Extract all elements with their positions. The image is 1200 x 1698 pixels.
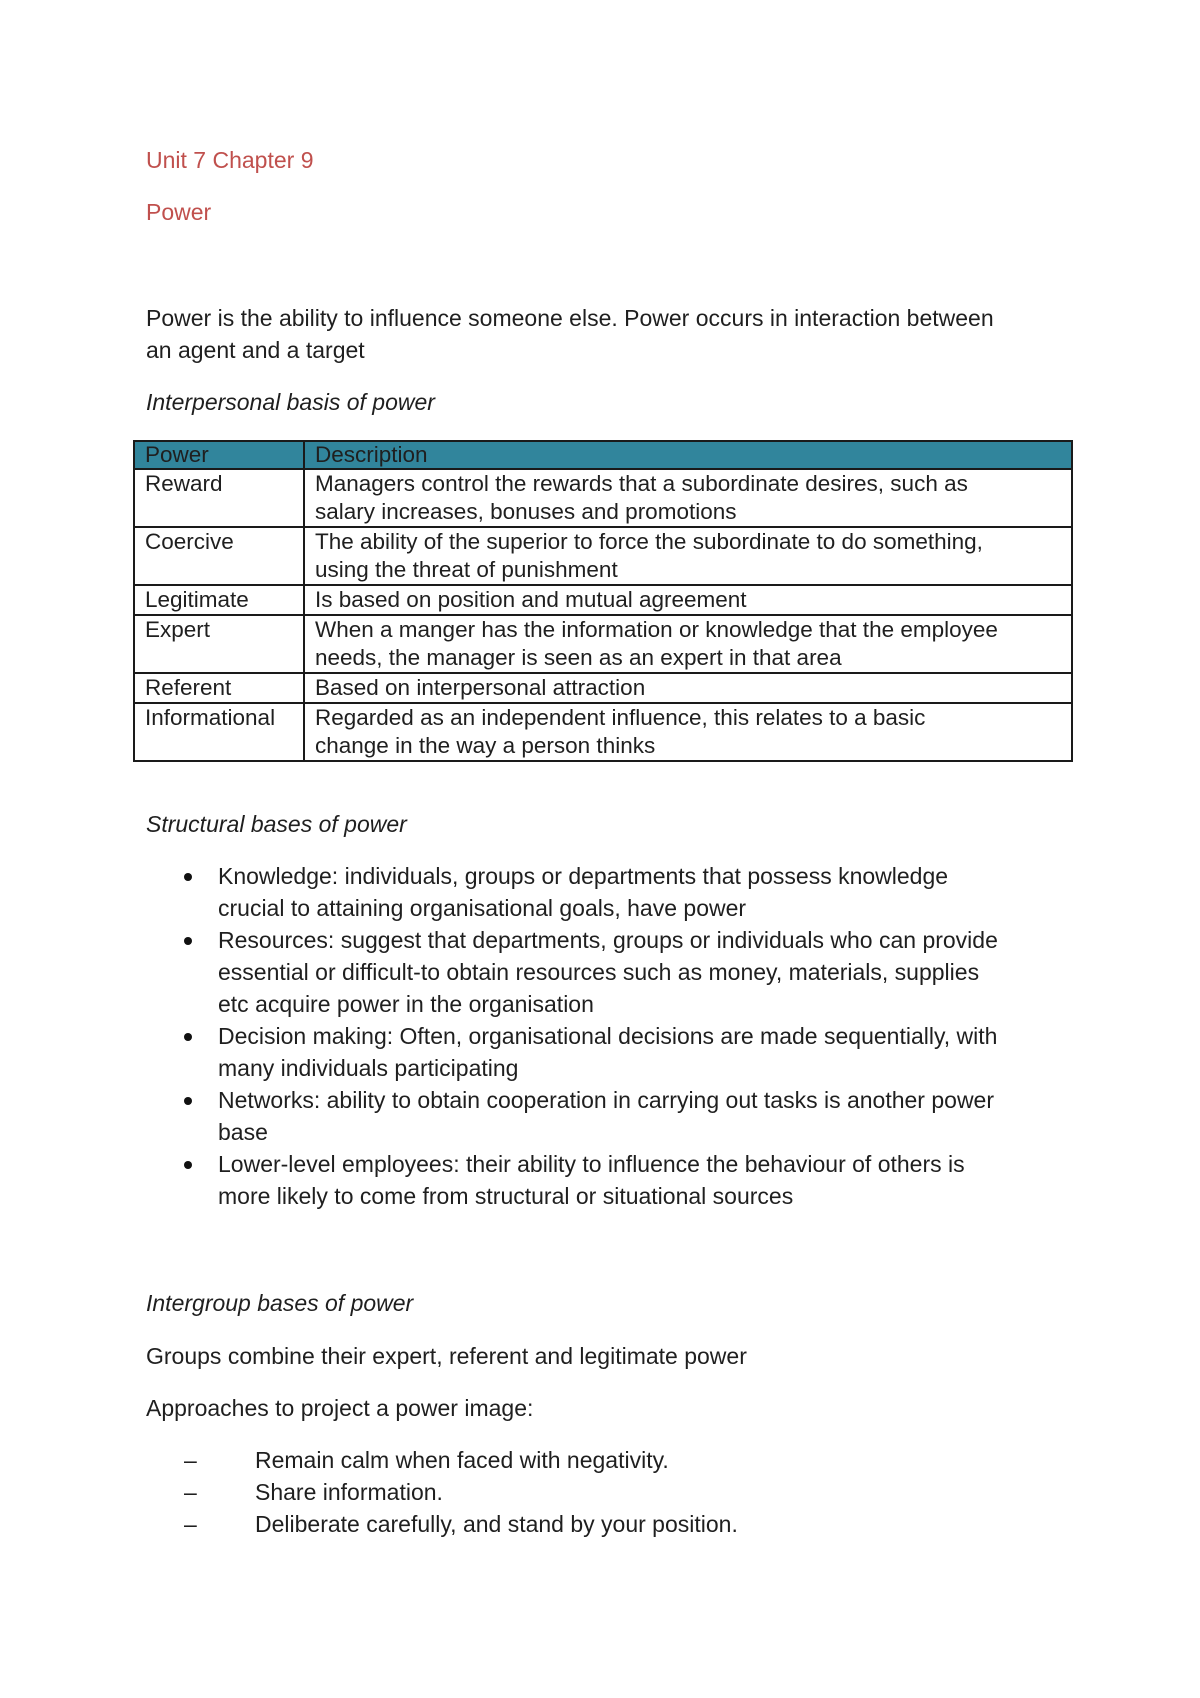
list-item-line: Resources: suggest that departments, groups or individuals who can provide	[218, 927, 998, 953]
power-type-cell: Referent	[134, 673, 304, 703]
table-row	[134, 673, 1072, 703]
list-item-line: base	[218, 1119, 268, 1145]
description-line: Managers control the rewards that a subordinate desires, such as	[315, 471, 968, 496]
table-header-power: Power	[134, 441, 304, 469]
list-item-line: Decision making: Often, organisational decisions are made sequentially, with	[218, 1023, 998, 1049]
intro-line-2: an agent and a target	[146, 337, 365, 363]
description-cell	[304, 673, 1072, 703]
list-item: Share information.	[255, 1479, 443, 1505]
description-cell	[304, 585, 1072, 615]
unit-chapter-heading: Unit 7 Chapter 9	[146, 147, 314, 173]
description-line: using the threat of punishment	[315, 557, 618, 582]
list-item-line: crucial to attaining organisational goals, have power	[218, 895, 747, 921]
list-item: Deliberate carefully, and stand by your position.	[255, 1511, 738, 1537]
table-header-row	[134, 441, 1072, 469]
description-line: Regarded as an independent influence, this relates to a basic	[315, 705, 926, 730]
list-item-line: many individuals participating	[218, 1055, 519, 1081]
interpersonal-title: Interpersonal basis of power	[146, 389, 435, 415]
bullet-dot-icon	[184, 937, 192, 945]
description-line: Based on interpersonal attraction	[315, 675, 646, 700]
topic-heading: Power	[146, 199, 212, 225]
description-cell	[304, 469, 1072, 527]
list-item-line: etc acquire power in the organisation	[218, 991, 594, 1017]
description-line: change in the way a person thinks	[315, 733, 656, 758]
table-row	[134, 469, 1072, 527]
bullet-dot-icon	[184, 1033, 192, 1041]
table-row	[134, 703, 1072, 761]
bullet-dot-icon	[184, 1097, 192, 1105]
power-type-cell: Reward	[134, 469, 304, 527]
bullet-dot-icon	[184, 873, 192, 881]
table-row	[134, 527, 1072, 585]
description-cell	[304, 703, 1072, 761]
list-item-line: Lower-level employees: their ability to influence the behaviour of others is	[218, 1151, 965, 1177]
approaches-label: Approaches to project a power image:	[146, 1395, 534, 1421]
dash-marker: –	[184, 1479, 197, 1505]
table-row	[134, 585, 1072, 615]
power-type-cell: Coercive	[134, 527, 304, 585]
list-item: Remain calm when faced with negativity.	[255, 1447, 669, 1473]
interpersonal-power-table	[133, 440, 1073, 762]
description-line: Is based on position and mutual agreement	[315, 587, 747, 612]
description-line: needs, the manager is seen as an expert in that area	[315, 645, 842, 670]
description-line: salary increases, bonuses and promotions	[315, 499, 737, 524]
bullet-dot-icon	[184, 1161, 192, 1169]
description-cell	[304, 615, 1072, 673]
list-item-line: Networks: ability to obtain cooperation in carrying out tasks is another power	[218, 1087, 995, 1113]
list-item-line: Knowledge: individuals, groups or departments that possess knowledge	[218, 863, 949, 889]
power-type-cell: Informational	[134, 703, 304, 761]
table-row	[134, 615, 1072, 673]
list-item-line: essential or difficult-to obtain resources such as money, materials, supplies	[218, 959, 980, 985]
description-line: The ability of the superior to force the subordinate to do something,	[315, 529, 983, 554]
intergroup-title: Intergroup bases of power	[146, 1290, 414, 1316]
description-line: When a manger has the information or knowledge that the employee	[315, 617, 998, 642]
description-cell	[304, 527, 1072, 585]
structural-title: Structural bases of power	[146, 811, 407, 837]
intro-line-1: Power is the ability to influence someone else. Power occurs in interaction between	[146, 305, 994, 331]
table-header-description: Description	[304, 441, 1072, 469]
power-type-cell: Legitimate	[134, 585, 304, 615]
intergroup-statement: Groups combine their expert, referent and legitimate power	[146, 1343, 747, 1369]
dash-marker: –	[184, 1447, 197, 1473]
power-type-cell: Expert	[134, 615, 304, 673]
list-item-line: more likely to come from structural or situational sources	[218, 1183, 794, 1209]
dash-marker: –	[184, 1511, 197, 1537]
